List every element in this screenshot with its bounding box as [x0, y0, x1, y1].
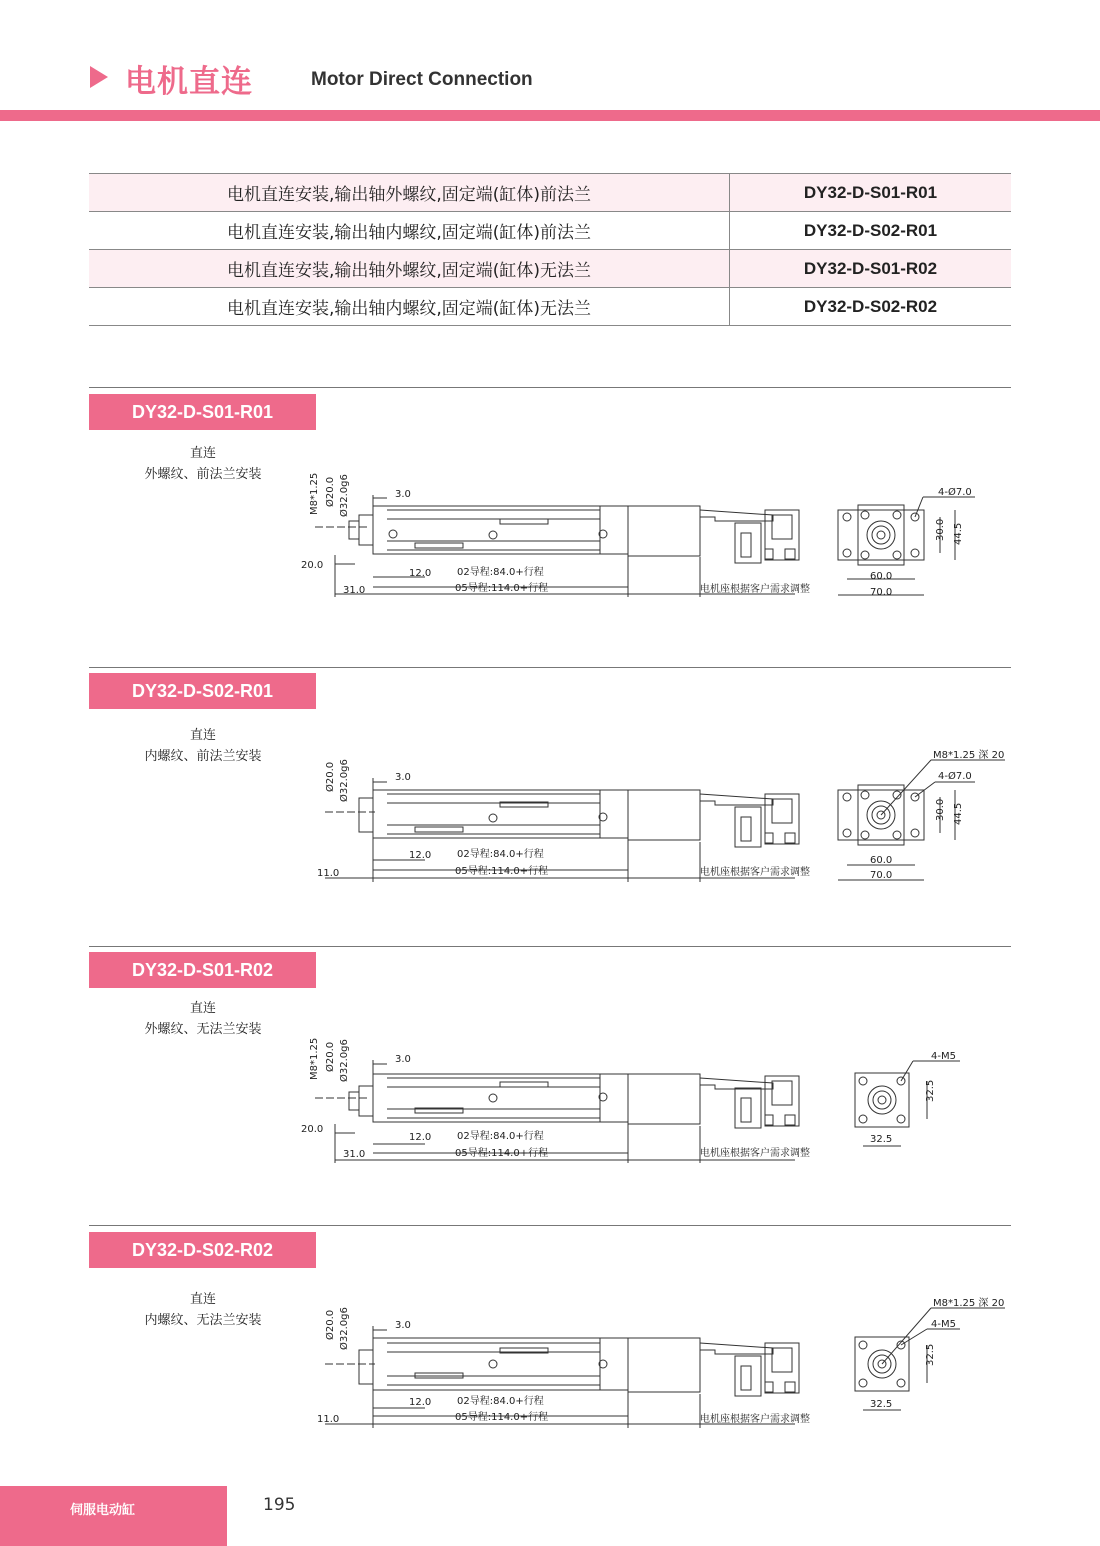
section-tag: DY32-D-S01-R01: [89, 394, 316, 430]
dim-label: 12.0: [409, 1397, 432, 1408]
caption-line: 直连: [189, 728, 216, 743]
dim-label: 31.0: [343, 585, 366, 596]
caption-line: 直连: [189, 446, 216, 461]
dim-diameter: Ø20.0: [325, 1041, 336, 1072]
dim-lead02: 02导程:84.0+行程: [457, 1396, 544, 1407]
caption-line: 直连: [189, 1001, 216, 1016]
table-row: [89, 174, 1011, 212]
section-divider: [89, 667, 1011, 668]
dim-lead02: 02导程:84.0+行程: [457, 849, 544, 860]
caption-line: 外螺纹、前法兰安装: [144, 467, 262, 482]
dim-label: 32.5: [870, 1134, 893, 1145]
dim-label: 44.5: [953, 802, 964, 825]
dim-label: 32.5: [925, 1343, 936, 1366]
section-caption: [103, 998, 303, 1040]
dim-label: 70.0: [870, 870, 893, 881]
model-description: 电机直连安装,输出轴外螺纹,固定端(缸体)无法兰: [89, 250, 730, 288]
section-tag: DY32-D-S02-R02: [89, 1232, 316, 1268]
motor-note: 电机座根据客户需求调整: [700, 1148, 810, 1159]
section-tag: DY32-D-S02-R01: [89, 673, 316, 709]
header-bar: [0, 110, 1100, 121]
dim-diameter: Ø32.0g6: [339, 1039, 350, 1082]
model-table: [89, 173, 1011, 326]
dim-label: 3.0: [395, 772, 411, 783]
dim-label: 20.0: [301, 1124, 324, 1135]
dim-thread: M8*1.25: [309, 472, 320, 515]
dim-diameter: Ø20.0: [325, 761, 336, 792]
dim-label: 3.0: [395, 1054, 411, 1065]
dim-label: 12.0: [409, 568, 432, 579]
dim-label: 20.0: [301, 560, 324, 571]
dim-lead05: 05导程:114.0+行程: [455, 1148, 549, 1159]
dim-label: 12.0: [409, 850, 432, 861]
caption-line: 直连: [189, 1292, 216, 1307]
model-description: 电机直连安装,输出轴外螺纹,固定端(缸体)前法兰: [89, 174, 730, 212]
dim-diameter: Ø20.0: [325, 1309, 336, 1340]
page-subtitle: Motor Direct Connection: [311, 69, 533, 90]
section-divider: [89, 1225, 1011, 1226]
model-description: 电机直连安装,输出轴内螺纹,固定端(缸体)前法兰: [89, 212, 730, 250]
motor-note: 电机座根据客户需求调整: [700, 584, 810, 595]
dim-label: 30.0: [935, 798, 946, 821]
dim-label: 12.0: [409, 1132, 432, 1143]
dim-label: 11.0: [317, 1414, 340, 1425]
footer-label: 伺服电动缸: [70, 1503, 136, 1518]
section-caption: [103, 1289, 303, 1331]
dim-label: 60.0: [870, 855, 893, 866]
table-row: [89, 288, 1011, 326]
dim-holes: 4-M5: [931, 1319, 956, 1330]
drawing-s01-r01: [295, 455, 1015, 605]
dim-label: 70.0: [870, 587, 893, 598]
dim-label: 32.5: [925, 1079, 936, 1102]
page-number: 195: [263, 1495, 296, 1515]
dim-holes: 4-Ø7.0: [938, 487, 972, 498]
dim-diameter: Ø20.0: [325, 476, 336, 507]
section-divider: [89, 387, 1011, 388]
model-code: DY32-D-S02-R01: [730, 212, 1012, 250]
dim-label: 32.5: [870, 1399, 893, 1410]
dim-diameter: Ø32.0g6: [339, 1307, 350, 1350]
model-code: DY32-D-S01-R01: [730, 174, 1012, 212]
dim-inner-thread: M8*1.25 深 20: [933, 750, 1005, 761]
dim-diameter: Ø32.0g6: [339, 759, 350, 802]
section-divider: [89, 946, 1011, 947]
motor-note: 电机座根据客户需求调整: [700, 1414, 810, 1425]
drawing-s01-r02: [295, 1020, 1015, 1168]
dim-lead05: 05导程:114.0+行程: [455, 583, 549, 594]
caption-line: 外螺纹、无法兰安装: [144, 1022, 262, 1037]
section-caption: [103, 443, 303, 485]
drawing-s02-r01: [295, 740, 1015, 885]
model-code: DY32-D-S01-R02: [730, 250, 1012, 288]
dim-inner-thread: M8*1.25 深 20: [933, 1298, 1005, 1309]
caption-line: 内螺纹、无法兰安装: [144, 1313, 262, 1328]
table-row: [89, 212, 1011, 250]
dim-diameter: Ø32.0g6: [339, 474, 350, 517]
dim-label: 30.0: [935, 518, 946, 541]
section-tag: DY32-D-S01-R02: [89, 952, 316, 988]
dim-label: 60.0: [870, 571, 893, 582]
dim-lead02: 02导程:84.0+行程: [457, 1131, 544, 1142]
dim-lead05: 05导程:114.0+行程: [455, 866, 549, 877]
section-caption: [103, 725, 303, 767]
table-row: [89, 250, 1011, 288]
model-code: DY32-D-S02-R02: [730, 288, 1012, 326]
model-description: 电机直连安装,输出轴内螺纹,固定端(缸体)无法兰: [89, 288, 730, 326]
header-arrow-icon: [90, 66, 108, 88]
dim-holes: 4-Ø7.0: [938, 771, 972, 782]
dim-label: 31.0: [343, 1149, 366, 1160]
motor-note: 电机座根据客户需求调整: [700, 867, 810, 878]
caption-line: 内螺纹、前法兰安装: [144, 749, 262, 764]
dim-holes: 4-M5: [931, 1051, 956, 1062]
dim-label: 44.5: [953, 522, 964, 545]
dim-lead05: 05导程:114.0+行程: [455, 1412, 549, 1423]
page-title: 电机直连: [125, 64, 253, 100]
dim-thread: M8*1.25: [309, 1037, 320, 1080]
drawing-s02-r02: [295, 1288, 1015, 1433]
dim-label: 3.0: [395, 1320, 411, 1331]
dim-label: 3.0: [395, 489, 411, 500]
dim-lead02: 02导程:84.0+行程: [457, 567, 544, 578]
dim-label: 11.0: [317, 868, 340, 879]
